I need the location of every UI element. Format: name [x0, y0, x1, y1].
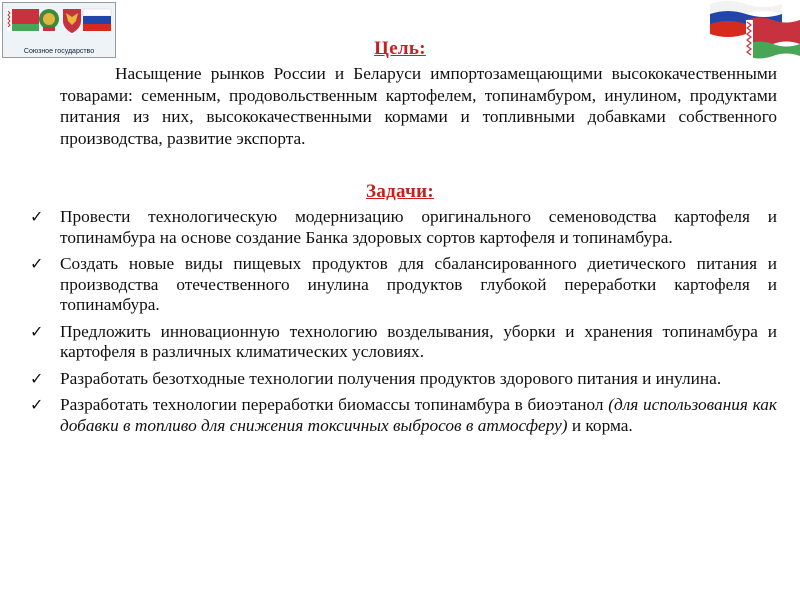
- task-text: Предложить инновационную технологию возделывания, уборки и хранения топинамбура и картофеля в различных климатических условиях.: [60, 321, 777, 361]
- task-item: [0, 254, 777, 316]
- tasks-heading: Задачи:: [366, 181, 434, 202]
- goal-heading: Цель:: [374, 38, 426, 59]
- task-text: Разработать безотходные технологии получения продуктов здорового питания и инулина.: [60, 368, 722, 388]
- flag-russia-icon: [83, 9, 111, 31]
- check-icon: ✓: [30, 368, 44, 388]
- check-icon: ✓: [30, 254, 44, 273]
- task-text-after: и корма.: [567, 415, 633, 435]
- task-item: [0, 322, 777, 363]
- task-item: [0, 369, 777, 390]
- task-text: Создать новые виды пищевых продуктов для сбалансированного диетического питания и производства отечественного инулина продуктов глубокой переработки картофеля и топинамбура.: [60, 254, 777, 314]
- logo-caption: Союзное государство: [23, 48, 95, 55]
- check-icon: ✓: [30, 207, 44, 226]
- task-item: [0, 207, 777, 248]
- task-text: Провести технологическую модернизацию оригинального семеноводства картофеля и топинамбура на основе создание Банка здоровых сортов картофеля и топинамбура.: [60, 207, 777, 247]
- tasks-list: [0, 207, 800, 436]
- task-item: [0, 395, 777, 436]
- task-text-italic-note: (для использования как добавки в топливо для снижения токсичных выбросов в атмосферу): [60, 395, 777, 435]
- check-icon: ✓: [30, 321, 44, 341]
- goal-text: Насыщение рынков России и Беларуси импортозамещающими высококачественными товарами: семенным, продовольственным картофелем, топинамбуром, инулином, продуктами питания из них, высококачественными кормами и топливными добавками собственного производства, развитие экспорта.: [60, 64, 777, 148]
- task-text-before: Разработать технологии переработки биомассы топинамбура в биоэтанол: [60, 395, 609, 414]
- emblem-belarus-icon: [39, 9, 59, 31]
- check-icon: ✓: [30, 395, 44, 414]
- emblem-russia-icon: [63, 9, 81, 33]
- flag-belarus-icon: [7, 9, 39, 31]
